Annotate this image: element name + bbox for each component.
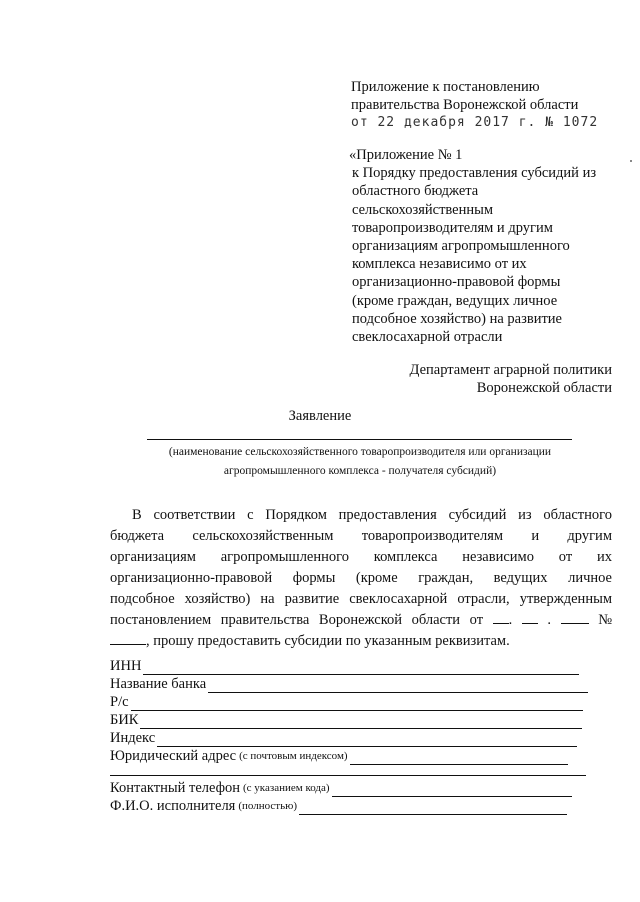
- body-line: подсобное хозяйство) на развитие свеклосахарной отрасли, утвержденным: [110, 591, 612, 607]
- scan-speck: [630, 160, 632, 162]
- body-line: , прошу предоставить субсидии по указанным реквизитам.: [110, 631, 612, 652]
- phone-row: [110, 780, 572, 797]
- appendix-line: сельскохозяйственным: [352, 201, 494, 218]
- document-title: Заявление: [288, 408, 352, 424]
- account-field[interactable]: [131, 697, 583, 711]
- address-continuation-field[interactable]: [110, 775, 586, 776]
- appendix-header: [351, 79, 598, 132]
- address-field[interactable]: [350, 751, 568, 765]
- appendix-line: (кроме граждан, ведущих личное: [352, 292, 558, 309]
- addressee-department: [410, 361, 612, 397]
- body-line: организационно-правовой формы (кроме граждан, ведущих личное: [110, 570, 612, 586]
- resolution-month-field[interactable]: [522, 612, 538, 624]
- phone-field[interactable]: [332, 783, 572, 797]
- appendix-line: «Приложение № 1: [349, 147, 463, 163]
- resolution-day-field[interactable]: [493, 612, 509, 624]
- caption-line-2: агропромышленного комплекса - получателя субсидий): [223, 465, 497, 477]
- caption-line-1: (наименование сельскохозяйственного товаропроизводителя или организации: [168, 446, 552, 458]
- appendix-line: подсобное хозяйство) на развитие: [352, 310, 562, 327]
- applicant-name-field[interactable]: [147, 439, 572, 440]
- appendix-line: к Порядку предоставления субсидий из: [352, 165, 597, 182]
- index-row: [110, 730, 577, 747]
- header-line-1: Приложение к постановлению: [351, 79, 540, 95]
- appendix-line: областного бюджета: [352, 183, 479, 200]
- phone-label: Контактный телефон: [110, 780, 241, 796]
- bank-label: Название банка: [110, 676, 207, 692]
- appendix-1-block: [349, 146, 596, 346]
- resolution-number-field[interactable]: [110, 633, 146, 645]
- fio-label: Ф.И.О. исполнителя: [110, 798, 236, 814]
- fio-row: [110, 798, 567, 815]
- application-body: [110, 505, 612, 652]
- bik-label: БИК: [110, 712, 139, 728]
- body-line: В соответствии с Порядком предоставления субсидий из областного: [132, 507, 612, 523]
- body-line: бюджета сельскохозяйственным товаропроизводителям и другим: [110, 528, 612, 544]
- bik-row: [110, 712, 582, 729]
- resolution-year-field[interactable]: [561, 612, 589, 624]
- inn-row: [110, 658, 579, 675]
- index-field[interactable]: [157, 733, 577, 747]
- bank-row: [110, 676, 588, 693]
- date-number-stamp: от 22 декабря 2017 г. № 1072: [351, 115, 599, 130]
- account-label: Р/с: [110, 694, 129, 710]
- applicant-name-caption: [0, 443, 640, 481]
- appendix-line: организациям агропромышленного: [352, 238, 570, 255]
- address-label: Юридический адрес: [110, 748, 237, 764]
- department-line-2: Воронежской области: [476, 380, 612, 396]
- bank-field[interactable]: [208, 679, 588, 693]
- index-label: Индекс: [110, 730, 156, 746]
- department-line-1: Департамент аграрной политики: [409, 362, 612, 378]
- appendix-line: комплекса независимо от их: [352, 256, 527, 273]
- account-row: [110, 694, 583, 711]
- phone-note: (с указанием кода): [243, 782, 330, 794]
- appendix-line: организационно-правовой формы: [352, 274, 561, 291]
- body-line: организациям агропромышленного комплекса независимо от их: [110, 549, 612, 565]
- fio-field[interactable]: [299, 801, 567, 815]
- body-line: постановлением правительства Воронежской области от . . №: [110, 612, 613, 628]
- address-row: [110, 748, 568, 765]
- header-line-2: правительства Воронежской области: [351, 96, 579, 113]
- bik-field[interactable]: [140, 715, 582, 729]
- appendix-line: свеклосахарной отрасли: [352, 329, 503, 346]
- inn-field[interactable]: [143, 661, 579, 675]
- inn-label: ИНН: [110, 658, 142, 674]
- address-note: (с почтовым индексом): [239, 750, 348, 762]
- fio-note: (полностью): [238, 800, 298, 812]
- appendix-line: товаропроизводителям и другим: [352, 219, 553, 236]
